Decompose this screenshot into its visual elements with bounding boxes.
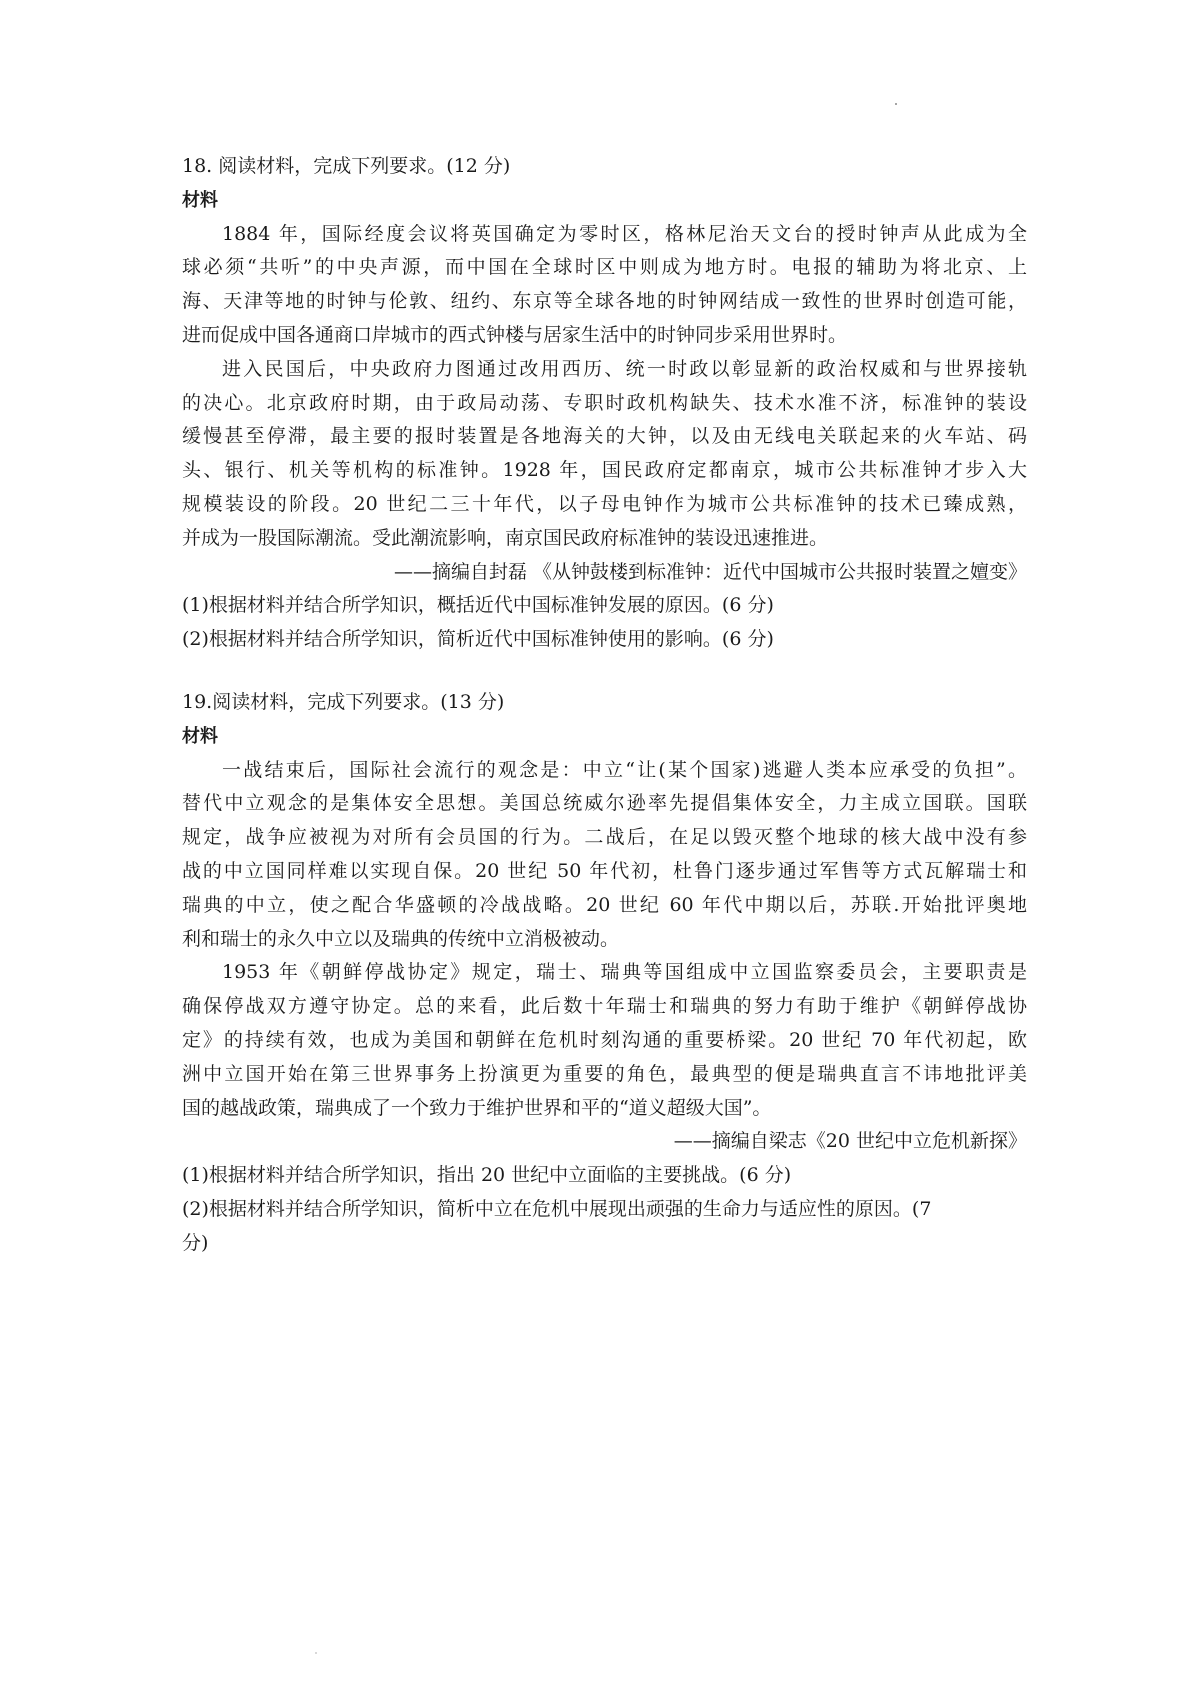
paragraph-line: 战的中立国同样难以实现自保。20 世纪 50 年代初，杜鲁门逐步通过军售等方式瓦解瑞士和	[182, 859, 1027, 882]
paragraph-line: 进而促成中国各通商口岸城市的西式钟楼与居家生活中的时钟同步采用世界时。	[182, 323, 848, 346]
paragraph-line: 国的越战政策，瑞典成了一个致力于维护世界和平的“道义超级大国”。	[182, 1096, 772, 1119]
source-citation: ——摘编自梁志《20 世纪中立危机新探》	[673, 1130, 1027, 1153]
paragraph-line: 替代中立观念的是集体安全思想。美国总统威尔逊率先提倡集体安全，力主成立国联。国联	[182, 792, 1027, 815]
paragraph-line: 洲中立国开始在第三世界事务上扮演更为重要的角色，最典型的便是瑞典直言不讳地批评美	[182, 1062, 1027, 1085]
source-citation: ——摘编自封磊 《从钟鼓楼到标准钟：近代中国城市公共报时装置之嬗变》	[393, 560, 1027, 583]
material-paragraph-1	[182, 218, 1027, 353]
paragraph-line: 海、天津等地的时钟与伦敦、纽约、东京等全球各地的时钟网结成一致性的世界时创造可能，	[182, 290, 1027, 313]
scan-speck	[315, 1652, 317, 1654]
paragraph-line: 利和瑞士的永久中立以及瑞典的传统中立消极被动。	[182, 927, 620, 950]
paragraph-line: 瑞典的中立，使之配合华盛顿的冷战战略。20 世纪 60 年代中期以后，苏联.开始批评奥地	[182, 893, 1027, 916]
paragraph-line: 定》的持续有效，也成为美国和朝鲜在危机时刻沟通的重要桥梁。20 世纪 70 年代初起，欧	[182, 1028, 1027, 1051]
scan-speck	[895, 103, 897, 105]
paragraph-line: 规定，战争应被视为对所有会员国的行为。二战后，在足以毁灭整个地球的核大战中没有参	[182, 826, 1027, 849]
paragraph-line: 球必须“共听”的中央声源，而中国在全球时区中则成为地方时。电报的辅助为将北京、上	[182, 256, 1027, 279]
question-18	[182, 150, 1027, 657]
material-paragraph-1	[182, 754, 1027, 957]
material-paragraph-2	[182, 956, 1027, 1125]
sub-question-2: (2)根据材料并结合所学知识，简析中立在危机中展现出顽强的生命力与适应性的原因。(7	[182, 1197, 932, 1220]
material-paragraph-2	[182, 353, 1027, 556]
sub-question-1: (1)根据材料并结合所学知识，概括近代中国标准钟发展的原因。(6 分)	[182, 594, 774, 617]
paragraph-line: 并成为一股国际潮流。受此潮流影响，南京国民政府标准钟的装设迅速推进。	[182, 526, 829, 549]
paragraph-line: 规模装设的阶段。20 世纪二三十年代，以子母电钟作为城市公共标准钟的技术已臻成熟，	[182, 492, 1027, 515]
paragraph-line: 1884 年，国际经度会议将英国确定为零时区，格林尼治天文台的授时钟声从此成为全	[222, 222, 1027, 245]
question-19	[182, 686, 1027, 1261]
paragraph-line: 缓慢甚至停滞，最主要的报时装置是各地海关的大钟，以及由无线电关联起来的火车站、码	[182, 425, 1027, 448]
paragraph-line: 头、银行、机关等机构的标准钟。1928 年，国民政府定都南京，城市公共标准钟才步入大	[182, 459, 1027, 482]
sub-question-1: (1)根据材料并结合所学知识，指出 20 世纪中立面临的主要挑战。(6 分)	[182, 1164, 792, 1187]
material-label: 材料	[182, 189, 218, 211]
sub-question-2-continued: 分)	[182, 1231, 209, 1254]
sub-question-2: (2)根据材料并结合所学知识，简析近代中国标准钟使用的影响。(6 分)	[182, 628, 774, 651]
paragraph-line: 一战结束后，国际社会流行的观念是：中立“让(某个国家)逃避人类本应承受的负担”。	[222, 758, 1027, 781]
paragraph-line: 进入民国后，中央政府力图通过改用西历、统一时政以彰显新的政治权威和与世界接轨	[222, 357, 1027, 380]
question-18-title: 18. 阅读材料，完成下列要求。(12 分)	[182, 155, 511, 177]
material-label: 材料	[182, 725, 218, 747]
paragraph-line: 1953 年《朝鲜停战协定》规定，瑞士、瑞典等国组成中立国监察委员会，主要职责是	[222, 961, 1027, 984]
paragraph-line: 的决心。北京政府时期，由于政局动荡、专职时政机构缺失、技术水准不济，标准钟的装设	[182, 391, 1027, 414]
question-19-title: 19.阅读材料，完成下列要求。(13 分)	[182, 691, 505, 713]
paragraph-line: 确保停战双方遵守协定。总的来看，此后数十年瑞士和瑞典的努力有助于维护《朝鲜停战协	[182, 995, 1027, 1018]
